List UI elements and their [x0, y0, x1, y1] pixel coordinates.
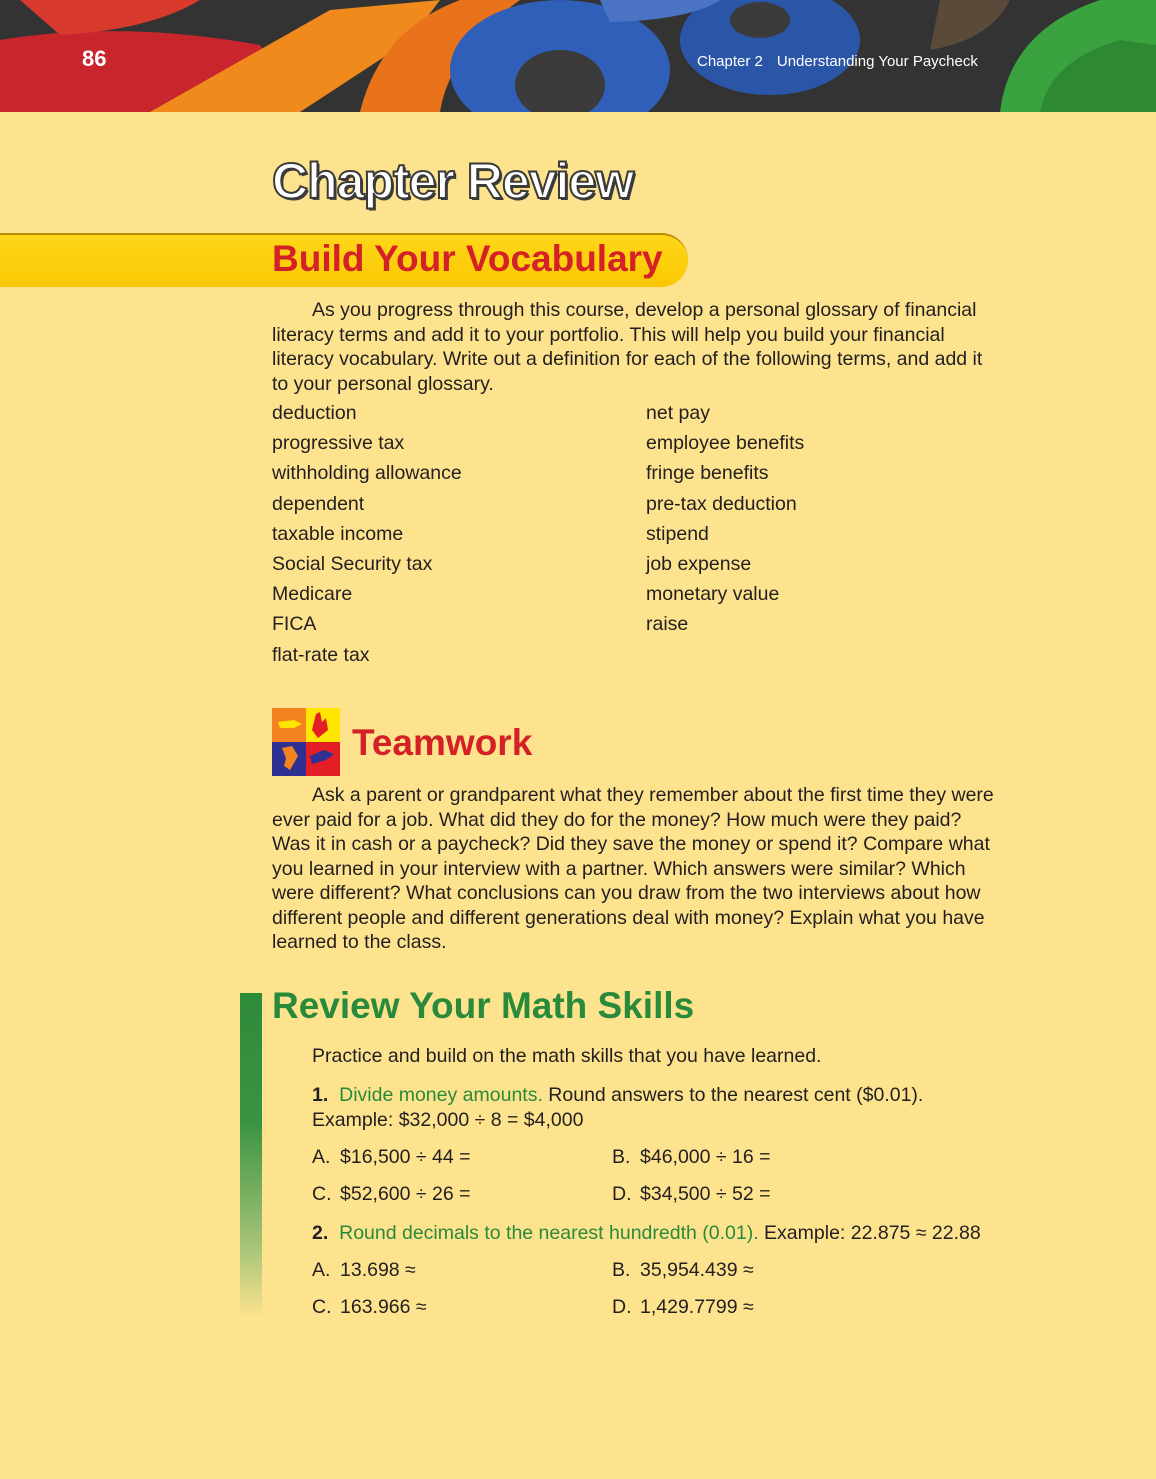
- problem-skill: Divide money amounts.: [339, 1084, 543, 1106]
- item-expression: 1,429.7799 ≈: [640, 1296, 754, 1318]
- problem-example: Example: $32,000 ÷ 8 = $4,000: [312, 1108, 584, 1131]
- banner-artwork: [0, 0, 1156, 112]
- vocab-term: deduction: [272, 402, 357, 424]
- problem-number: 2.: [312, 1222, 329, 1244]
- vocab-term: net pay: [646, 402, 710, 424]
- math-heading: Review Your Math Skills: [272, 985, 695, 1026]
- item-label: D.: [612, 1183, 632, 1205]
- teamwork-hands-icon: [272, 708, 340, 776]
- vocab-term: job expense: [646, 552, 752, 575]
- item-expression: $52,600 ÷ 26 =: [340, 1183, 471, 1205]
- problem-item: [312, 1259, 416, 1282]
- vocab-term: dependent: [272, 492, 365, 515]
- problem-item: [312, 1146, 471, 1169]
- teamwork-heading: Teamwork: [352, 722, 533, 763]
- vocabulary-intro: As you progress through this course, develop a personal glossary of financial literacy terms and add it to your portfolio. This will help you build your financial literacy vocabulary. Write out a definition for each of the following terms, and add it to your personal glossary.: [272, 299, 983, 395]
- problem-item: [312, 1183, 471, 1206]
- vocabulary-list-left: [272, 400, 462, 672]
- item-label: B.: [612, 1146, 631, 1168]
- problem-instruction: Example: 22.875 ≈ 22.88: [758, 1222, 981, 1244]
- problem-skill: Round decimals to the nearest hundredth (0.01).: [339, 1222, 759, 1244]
- item-label: C.: [312, 1296, 332, 1318]
- problem-item: [612, 1259, 754, 1282]
- problem-item: [312, 1296, 427, 1319]
- page-number: 86: [82, 46, 107, 71]
- math-intro: Practice and build on the math skills that you have learned.: [312, 1045, 822, 1067]
- math-section-bar: [240, 993, 262, 1318]
- math-problem-1: [312, 1083, 1012, 1132]
- vocab-term: flat-rate tax: [272, 643, 370, 666]
- vocab-term: raise: [646, 613, 689, 636]
- item-label: D.: [612, 1296, 632, 1318]
- vocab-term: taxable income: [272, 522, 404, 545]
- item-label: A.: [312, 1259, 331, 1281]
- header-banner: [0, 0, 1156, 112]
- vocab-term: FICA: [272, 613, 317, 636]
- vocab-term: pre-tax deduction: [646, 492, 797, 515]
- page-title: Chapter Review: [272, 153, 634, 209]
- problem-item: [612, 1146, 771, 1169]
- problem-item: [612, 1296, 754, 1319]
- item-expression: $16,500 ÷ 44 =: [340, 1146, 471, 1168]
- item-expression: $34,500 ÷ 52 =: [640, 1183, 771, 1205]
- vocab-term: withholding allowance: [272, 462, 462, 485]
- item-label: B.: [612, 1259, 631, 1281]
- vocab-term: employee benefits: [646, 432, 805, 455]
- item-expression: 13.698 ≈: [340, 1259, 416, 1281]
- teamwork-text: Ask a parent or grandparent what they remember about the first time they were ever paid for a job. What did they do for the money? How much were they paid? Was it in cash or a paycheck? Did they save the money or spend it? Compare what you learned in your interview with a partner. Which answers were similar? Which were different? What conclusions can you draw from the two interviews about how different people and different generations deal with money? Explain what you have learned to the class.: [272, 784, 994, 953]
- chapter-name: Understanding Your Paycheck: [776, 53, 978, 70]
- running-head: [697, 53, 978, 70]
- problem-number: 1.: [312, 1084, 329, 1106]
- item-expression: 35,954.439 ≈: [640, 1259, 754, 1281]
- vocab-term: monetary value: [646, 583, 780, 606]
- vocab-term: Medicare: [272, 583, 353, 606]
- vocab-term: Social Security tax: [272, 552, 433, 575]
- item-expression: 163.966 ≈: [340, 1296, 427, 1318]
- chapter-label: Chapter 2: [697, 53, 763, 70]
- problem-instruction: Round answers to the nearest cent ($0.01).: [542, 1084, 924, 1106]
- item-label: C.: [312, 1183, 332, 1205]
- vocabulary-list-right: [646, 400, 804, 642]
- item-label: A.: [312, 1146, 331, 1168]
- vocab-term: fringe benefits: [646, 462, 769, 485]
- vocab-term: stipend: [646, 522, 709, 545]
- math-problem-2: [312, 1221, 1032, 1246]
- vocab-term: progressive tax: [272, 432, 405, 455]
- problem-item: [612, 1183, 771, 1206]
- item-expression: $46,000 ÷ 16 =: [640, 1146, 771, 1168]
- vocabulary-heading: Build Your Vocabulary: [272, 238, 663, 279]
